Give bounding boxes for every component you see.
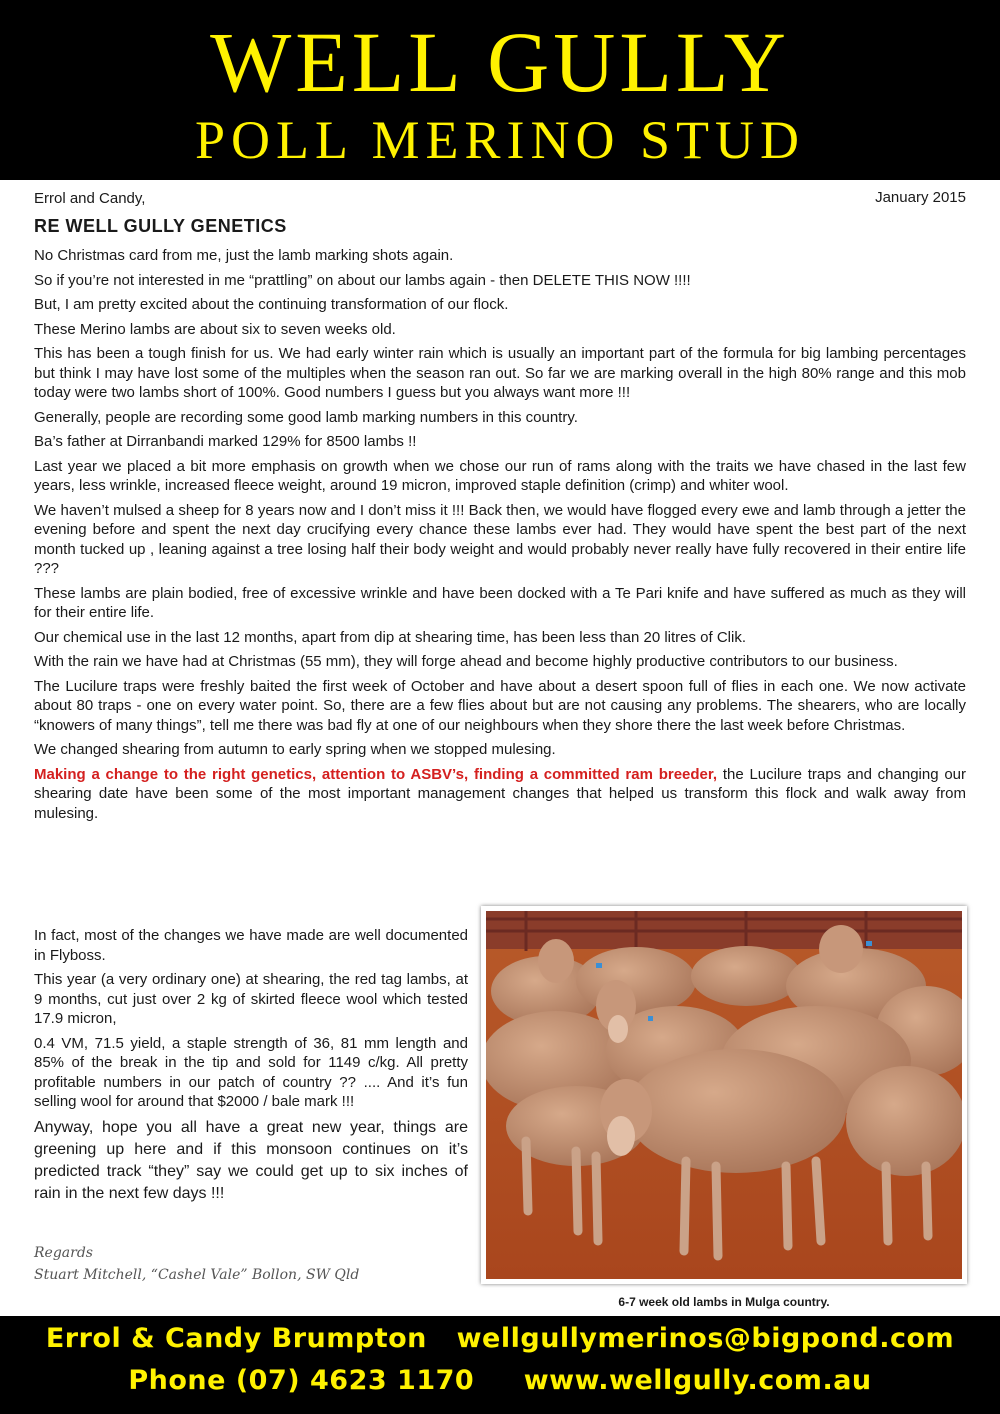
highlight-text: Making a change to the right genetics, attention to ASBV’s, finding a committed ram breeder,: [34, 765, 718, 783]
letterhead-banner: [0, 0, 1000, 180]
paragraph: Generally, people are recording some good lamb marking numbers in this country.: [34, 408, 578, 426]
footer-email-link[interactable]: wellgullymerinos@bigpond.com: [456, 1323, 955, 1354]
photo-caption: 6-7 week old lambs in Mulga country.: [618, 1295, 830, 1309]
lambs-photo-illustration: [486, 911, 962, 1279]
paragraph: Last year we placed a bit more emphasis on growth when we chose our run of rams along with the traits we have chased in the last few years, less wrinkle, increased fleece weight, around 19 micron, improved staple definition (crimp) and whiter wool.: [34, 457, 966, 494]
paragraph: Ba’s father at Dirranbandi marked 129% for 8500 lambs !!: [34, 433, 417, 450]
signature-text: Stuart Mitchell, “Cashel Vale” Bollon, SW Qld: [34, 1267, 360, 1283]
paragraph: We haven’t mulsed a sheep for 8 years now and I don’t miss it !!! Back then, we would have flogged every ewe and lamb through a jetter the evening before and spent the next day crucifying every chance these lambs ever had. They would have spent the best part of the next month tucked up , leaning against a tree losing half their body weight and would probably never really have fully recovered in their entire life ???: [34, 501, 966, 577]
footer-phone: Phone (07) 4623 1170: [128, 1365, 475, 1396]
paragraph: With the rain we have had at Christmas (55 mm), they will forge ahead and become highly productive contributors to our business.: [34, 653, 898, 670]
paragraph: So if you’re not interested in me “prattling” on about our lambs again - then DELETE THIS NOW !!!!: [34, 271, 691, 289]
paragraph: In fact, most of the changes we have made are well documented in Flyboss.: [34, 927, 468, 964]
stud-name: WELL GULLY: [210, 14, 790, 110]
sign-off: [34, 1242, 359, 1286]
paragraph: But, I am pretty excited about the continuing transformation of our flock.: [34, 296, 509, 313]
footer-names: Errol & Candy Brumpton: [45, 1323, 427, 1354]
paragraph: The Lucilure traps were freshly baited the first week of October and have about a desert spoon full of flies in each one. We now activate about 80 traps - one on every water point. So, there are a few flies about but are not causing any problems. The shearers, who are locally “knowers of many things”, tell me there was bad fly at one of our neighbours when they shore there the last week before Christmas.: [34, 677, 966, 734]
paragraph: These Merino lambs are about six to seven weeks old.: [34, 320, 396, 338]
paragraph: Our chemical use in the last 12 months, apart from dip at shearing time, has been less than 20 litres of Clik.: [34, 628, 747, 646]
paragraph: These lambs are plain bodied, free of excessive wrinkle and have been docked with a Te Pari knife and have suffered as much as they will for their entire life.: [34, 584, 966, 621]
closing-paragraph: Anyway, hope you all have a great new year, things are greening up here and if this monsoon continues on it’s predicted track “they” say we could get up to six inches of rain in the next few days !!!: [34, 1118, 468, 1202]
lambs-photo: [481, 906, 967, 1284]
footer-line-2: [0, 1365, 1000, 1396]
highlight-continuation: the Lucilure traps and changing our shearing date have been some of the most important management changes that helped us transform this flock and walk away from mulesing.: [34, 765, 967, 822]
footer-line-1: [0, 1323, 1000, 1354]
letter-body: [34, 246, 966, 828]
salutation: Errol and Candy,: [34, 190, 146, 207]
stud-subtitle: POLL MERINO STUD: [194, 110, 805, 170]
paragraph: No Christmas card from me, just the lamb marking shots again.: [34, 247, 454, 264]
highlight-paragraph: [34, 765, 966, 824]
letter-subject: RE WELL GULLY GENETICS: [34, 216, 287, 236]
paragraph: This year (a very ordinary one) at shearing, the red tag lambs, at 9 months, cut just over 2 kg of skirted fleece wool which tested 17.9 micron,: [34, 971, 468, 1027]
letter-date: January 2015: [875, 189, 966, 206]
regards-text: Regards: [34, 1245, 93, 1261]
paragraph: 0.4 VM, 71.5 yield, a staple strength of 36, 81 mm length and 85% of the break in the tip and sold for 1149 c/kg. All pretty profitable numbers in our patch of country ?? .... And it’s fun selling wool for around that $2000 / bale mark !!!: [34, 1034, 468, 1110]
left-column: [34, 926, 468, 1210]
footer-website-link[interactable]: www.wellgully.com.au: [523, 1365, 872, 1396]
paragraph: We changed shearing from autumn to early spring when we stopped mulesing.: [34, 741, 556, 758]
paragraph: This has been a tough finish for us. We had early winter rain which is usually an important part of the formula for big lambing percentages but think I may have lost some of the multiples when the season ran out. So far we are marking overall in the high 80% range and this mob today were two lambs short of 100%. Good numbers I guess but you always want more !!!: [34, 345, 966, 401]
